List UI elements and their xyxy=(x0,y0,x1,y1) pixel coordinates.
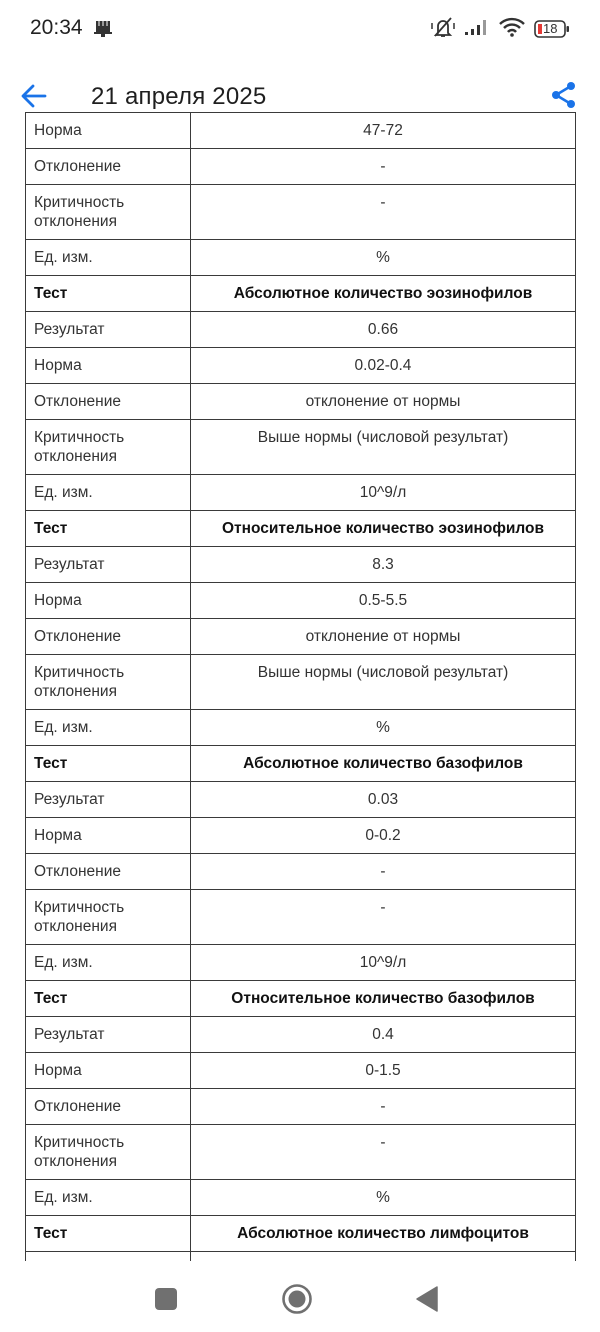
table-row xyxy=(26,890,576,945)
table-row xyxy=(26,818,576,854)
triangle-back-icon xyxy=(415,1286,439,1317)
row-value: отклонение от нормы xyxy=(191,384,576,420)
row-label: Результат xyxy=(26,547,191,583)
table-row xyxy=(26,240,576,276)
back-button[interactable] xyxy=(18,82,50,114)
row-label: Отклонение xyxy=(26,149,191,185)
battery-level: 18 xyxy=(543,21,558,36)
row-value: - xyxy=(191,185,576,240)
square-recents-icon xyxy=(154,1287,178,1316)
table-row xyxy=(26,348,576,384)
table-row xyxy=(26,420,576,475)
row-label: Норма xyxy=(26,1053,191,1089)
row-value: Абсолютное количество эозинофилов xyxy=(191,276,576,312)
notification-bell-icon xyxy=(93,19,113,44)
row-label: Ед. изм. xyxy=(26,710,191,746)
row-value: - xyxy=(191,1125,576,1180)
row-value: 0.66 xyxy=(191,312,576,348)
row-label: Отклонение xyxy=(26,854,191,890)
row-label: Тест xyxy=(26,746,191,782)
table-row xyxy=(26,149,576,185)
row-value: 8.3 xyxy=(191,547,576,583)
row-value: % xyxy=(191,1180,576,1216)
back-nav-button[interactable] xyxy=(407,1281,447,1321)
test-header-row xyxy=(26,1216,576,1252)
row-value: 10^9/л xyxy=(191,475,576,511)
test-header-row xyxy=(26,511,576,547)
row-value: 10^9/л xyxy=(191,945,576,981)
row-label: Норма xyxy=(26,583,191,619)
row-label: Критичность отклонения xyxy=(26,420,191,475)
circle-home-icon xyxy=(281,1283,313,1320)
row-value: 0.4 xyxy=(191,1017,576,1053)
wifi-icon xyxy=(499,17,525,42)
row-label: Норма xyxy=(26,348,191,384)
row-value: Абсолютное количество базофилов xyxy=(191,746,576,782)
row-label: Ед. изм. xyxy=(26,1180,191,1216)
table-row xyxy=(26,475,576,511)
row-value: - xyxy=(191,149,576,185)
row-value: Абсолютное количество лимфоцитов xyxy=(191,1216,576,1252)
row-value: Выше нормы (числовой результат) xyxy=(191,655,576,710)
table-row xyxy=(26,312,576,348)
table-row xyxy=(26,1125,576,1180)
row-value: 47-72 xyxy=(191,113,576,149)
table-row xyxy=(26,710,576,746)
recents-button[interactable] xyxy=(146,1281,186,1321)
status-bar xyxy=(0,0,600,60)
row-value: 0.5-5.5 xyxy=(191,583,576,619)
table-row xyxy=(26,113,576,149)
results-scroll-area[interactable] xyxy=(0,122,600,1261)
arrow-left-icon xyxy=(20,82,48,115)
row-value: Относительное количество базофилов xyxy=(191,981,576,1017)
share-icon xyxy=(550,81,578,114)
signal-icon xyxy=(464,18,490,41)
page-title: 21 апреля 2025 xyxy=(91,83,267,110)
row-value: Относительное количество эозинофилов xyxy=(191,511,576,547)
row-label: Отклонение xyxy=(26,384,191,420)
row-value: - xyxy=(191,1089,576,1125)
row-value: 0.02-0.4 xyxy=(191,348,576,384)
table-row xyxy=(26,945,576,981)
test-header-row xyxy=(26,981,576,1017)
row-value: 0-0.2 xyxy=(191,818,576,854)
row-label: Ед. изм. xyxy=(26,240,191,276)
row-label: Критичность отклонения xyxy=(26,655,191,710)
row-value: Выше нормы (числовой результат) xyxy=(191,420,576,475)
row-value: отклонение от нормы xyxy=(191,619,576,655)
row-label: Ед. изм. xyxy=(26,475,191,511)
table-row xyxy=(26,1017,576,1053)
battery-icon xyxy=(534,20,570,38)
table-row xyxy=(26,583,576,619)
row-label: Отклонение xyxy=(26,1089,191,1125)
test-header-row xyxy=(26,276,576,312)
row-label: Тест xyxy=(26,511,191,547)
row-label: Результат xyxy=(26,782,191,818)
table-row xyxy=(26,1053,576,1089)
row-label: Тест xyxy=(26,1216,191,1252)
table-row xyxy=(26,384,576,420)
results-table-wrap xyxy=(25,112,576,1288)
table-row xyxy=(26,1089,576,1125)
row-value: 0-1.5 xyxy=(191,1053,576,1089)
row-label: Норма xyxy=(26,818,191,854)
row-label: Результат xyxy=(26,1017,191,1053)
row-label: Тест xyxy=(26,981,191,1017)
status-icons xyxy=(431,17,570,41)
table-row xyxy=(26,619,576,655)
table-row xyxy=(26,185,576,240)
row-value: - xyxy=(191,890,576,945)
row-value: % xyxy=(191,240,576,276)
system-nav-bar xyxy=(0,1261,600,1332)
test-header-row xyxy=(26,746,576,782)
mute-icon xyxy=(431,16,455,43)
table-row xyxy=(26,655,576,710)
row-value: % xyxy=(191,710,576,746)
table-row xyxy=(26,854,576,890)
table-row xyxy=(26,1180,576,1216)
row-label: Критичность отклонения xyxy=(26,890,191,945)
row-value: 0.03 xyxy=(191,782,576,818)
row-label: Тест xyxy=(26,276,191,312)
row-label: Норма xyxy=(26,113,191,149)
row-label: Ед. изм. xyxy=(26,945,191,981)
row-label: Критичность отклонения xyxy=(26,1125,191,1180)
row-label: Результат xyxy=(26,312,191,348)
row-value: - xyxy=(191,854,576,890)
results-table xyxy=(25,112,576,1288)
status-time: 20:34 xyxy=(30,16,83,39)
share-button[interactable] xyxy=(548,81,580,113)
home-button[interactable] xyxy=(277,1281,317,1321)
row-label: Критичность отклонения xyxy=(26,185,191,240)
row-label: Отклонение xyxy=(26,619,191,655)
table-row xyxy=(26,782,576,818)
table-row xyxy=(26,547,576,583)
